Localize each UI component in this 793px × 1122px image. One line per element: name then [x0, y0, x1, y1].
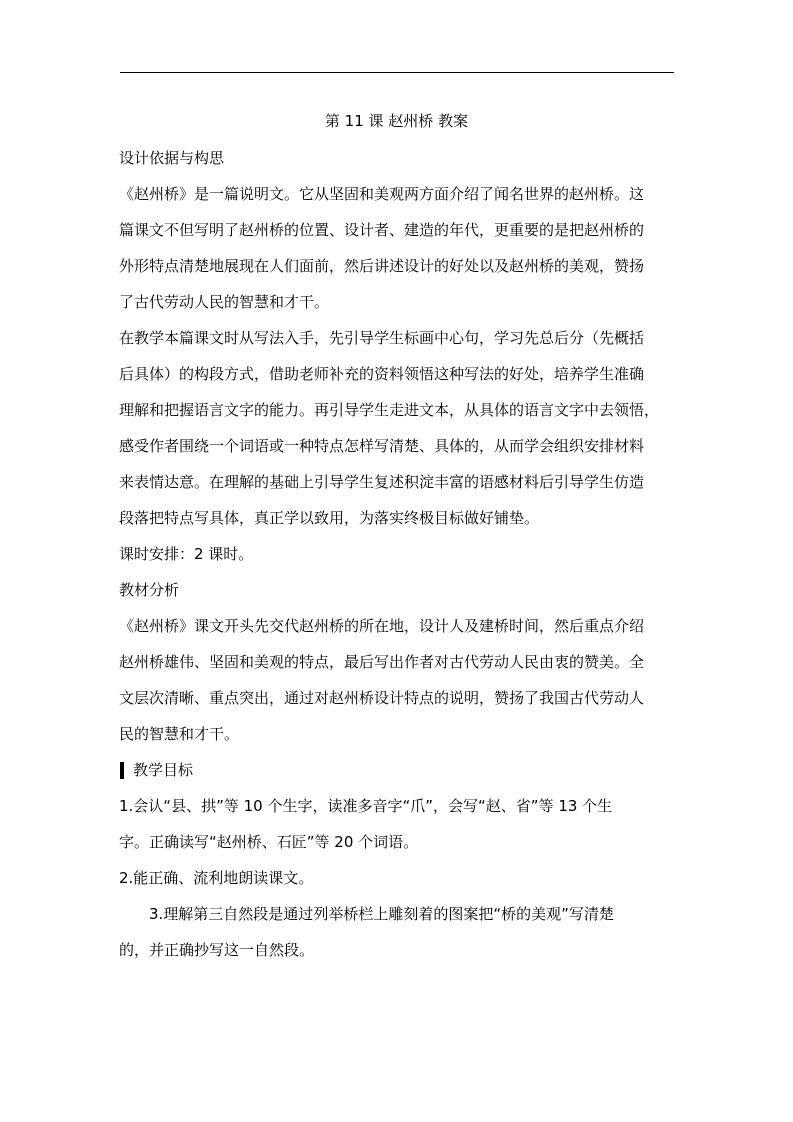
paragraph-analysis — [119, 614, 675, 746]
schedule-line: 课时安排：2 课时。 — [119, 545, 254, 563]
document-title: 第 11 课 赵州桥 教案 — [324, 112, 469, 130]
text-line: 感受作者围绕一个词语或一种特点怎样写清楚、具体的，从而学会组织安排材料 — [119, 437, 645, 455]
section-heading-design: 设计依据与构思 — [119, 149, 225, 167]
text-line: 理解和把握语言文字的能力。再引导学生走进文本，从具体的语言文字中去领悟， — [119, 401, 660, 419]
goal-item-2: 2.能正确、流利地朗读课文。 — [119, 869, 314, 887]
text-line: 后具体）的构段方式，借助老师补充的资料领悟这种写法的好处，培养学生准确 — [119, 365, 645, 383]
text-line: 《赵州桥》课文开头先交代赵州桥的所在地，设计人及建桥时间，然后重点介绍 — [119, 617, 645, 635]
goal-item-3 — [119, 902, 675, 962]
text-line: 字。正确读写“赵州桥、石匠”等 20 个词语。 — [119, 833, 419, 851]
text-line: 段落把特点写具体，真正学以致用，为落实终极目标做好铺垫。 — [119, 509, 540, 527]
paragraph-teaching-approach — [119, 326, 675, 530]
text-line: 3.理解第三自然段是通过列举桥栏上雕刻着的图案把“桥的美观”写清楚 — [149, 905, 614, 923]
text-line: 《赵州桥》是一篇说明文。它从坚固和美观两方面介绍了闻名世界的赵州桥。这 — [119, 185, 645, 203]
text-line: 民的智慧和才干。 — [119, 725, 240, 743]
section-heading-goals-label: 教学目标 — [133, 761, 194, 779]
text-line: 外形特点清楚地展现在人们面前，然后讲述设计的好处以及赵州桥的美观，赞扬 — [119, 257, 645, 275]
text-line: 了古代劳动人民的智慧和才干。 — [119, 293, 330, 311]
text-line: 文层次清晰、重点突出，通过对赵州桥设计特点的说明，赞扬了我国古代劳动人 — [119, 689, 645, 707]
heading-bar-marker — [120, 762, 124, 779]
goal-item-1 — [119, 794, 675, 854]
text-line: 来表情达意。在理解的基础上引导学生复述积淀丰富的语感材料后引导学生仿造 — [119, 473, 645, 491]
text-line: 1.会认“县、拱”等 10 个生字，读准多音字“爪”，会写“赵、省”等 13 个生 — [119, 797, 613, 815]
text-line: 篇课文不但写明了赵州桥的位置、设计者、建造的年代，更重要的是把赵州桥的 — [119, 221, 645, 239]
section-heading-analysis: 教材分析 — [119, 581, 180, 599]
header-rule — [120, 72, 674, 73]
paragraph-intro — [119, 182, 675, 314]
text-line: 赵州桥雄伟、坚固和美观的特点，最后写出作者对古代劳动人民由衷的赞美。全 — [119, 653, 645, 671]
section-heading-goals — [119, 758, 675, 782]
text-line: 的，并正确抄写这一自然段。 — [119, 941, 315, 959]
text-line: 在教学本篇课文时从写法入手，先引导学生标画中心句，学习先总后分（先概括 — [119, 329, 645, 347]
document-body — [119, 146, 675, 974]
